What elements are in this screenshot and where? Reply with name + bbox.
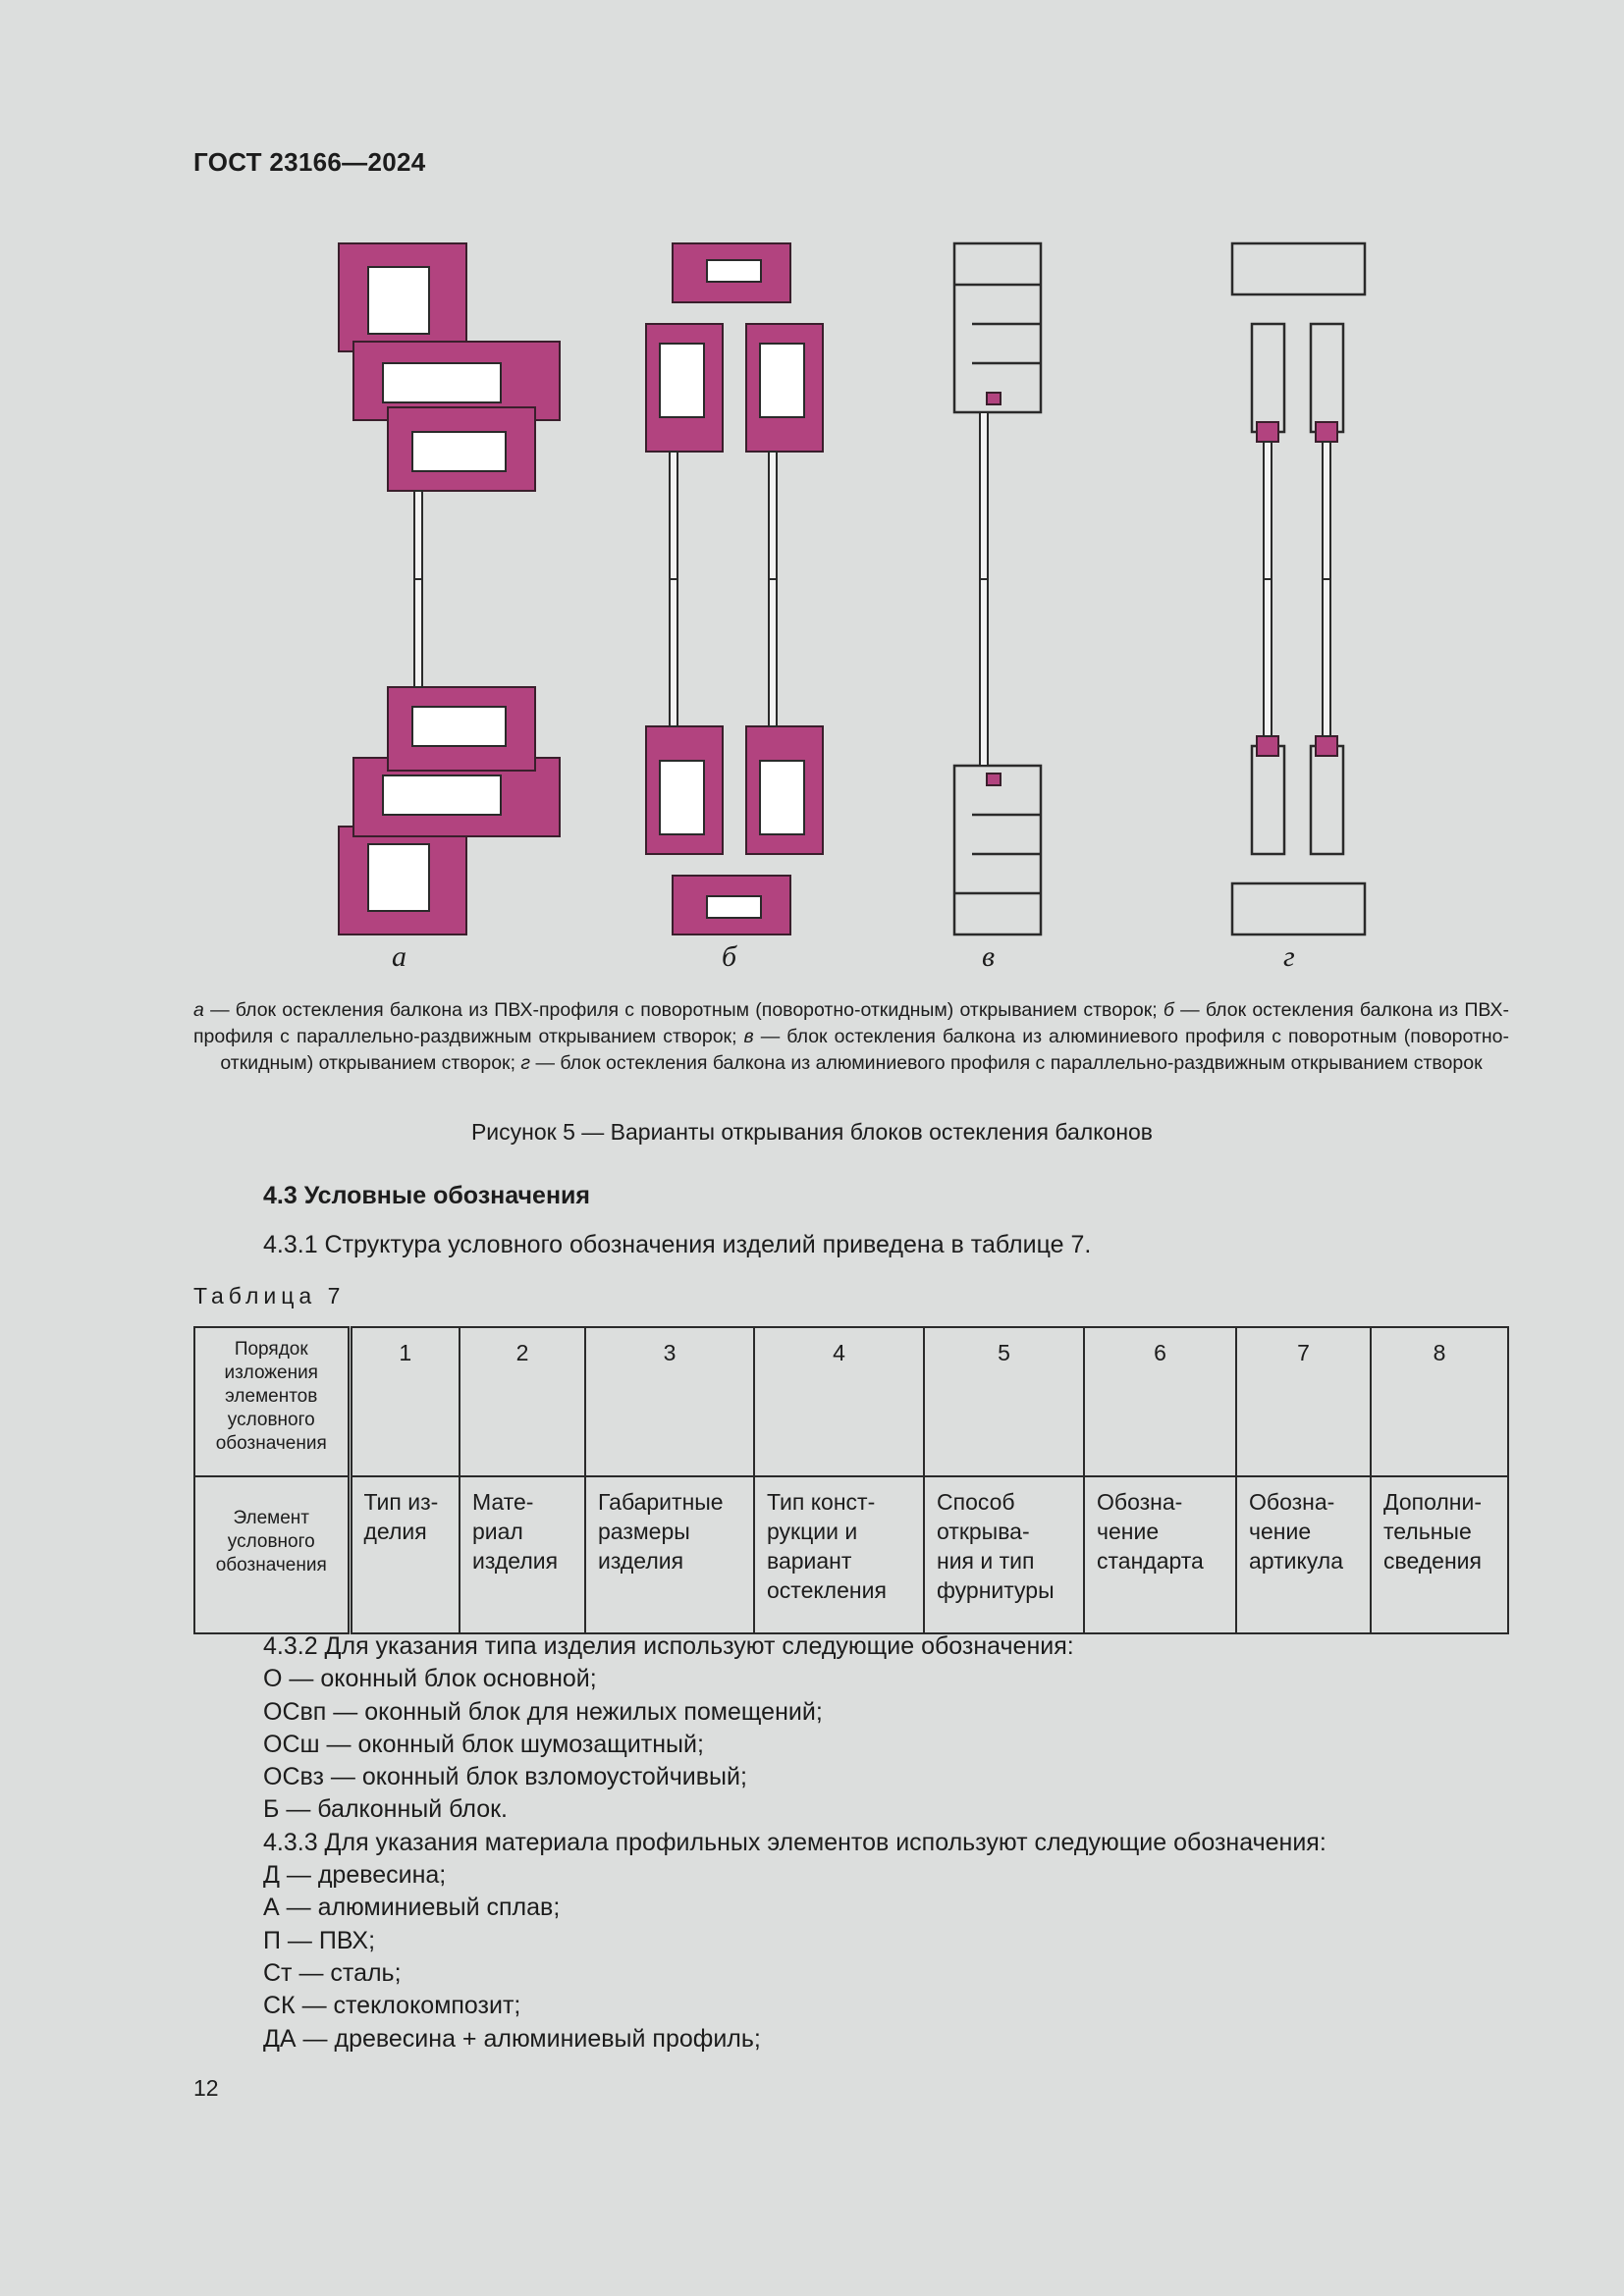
- list-item: Ст — сталь;: [263, 1958, 402, 1987]
- table-7: [193, 1326, 1509, 1634]
- table-cell-number: 8: [1371, 1327, 1508, 1476]
- caption-letter-a: а: [193, 999, 204, 1021]
- figure-label-b: б: [722, 940, 737, 973]
- table-cell-number: 3: [585, 1327, 754, 1476]
- table-cell-number: 5: [924, 1327, 1084, 1476]
- table-cell-element: Тип конст- рукции и вариант остекления: [754, 1476, 924, 1633]
- list-item: ОСвз — оконный блок взломоустойчивый;: [263, 1763, 747, 1791]
- page-number: 12: [193, 2075, 219, 2101]
- para-4-3-3: 4.3.3 Для указания материала профильных элементов используют следующие обозначения:: [263, 1828, 1326, 1856]
- drawing-b: [646, 243, 823, 934]
- list-item: ДА — древесина + алюминиевый профиль;: [263, 2024, 761, 2053]
- document-header: ГОСТ 23166—2024: [193, 147, 426, 177]
- table-cell-number: 7: [1236, 1327, 1371, 1476]
- caption-text-b: — блок остекления балкона из ПВХ-профиля с параллельно-раздвижным открыванием створок;: [193, 999, 1509, 1047]
- figure-caption: [193, 997, 1509, 1077]
- table-cell-number: 4: [754, 1327, 924, 1476]
- table-cell-number: 6: [1084, 1327, 1236, 1476]
- table-cell-element: Тип из- делия: [350, 1476, 460, 1633]
- row-head-element: Элемент условного обозначения: [194, 1476, 350, 1633]
- caption-letter-g: г: [520, 1052, 531, 1074]
- drawing-g: [1232, 243, 1365, 934]
- table-cell-element: Габаритные размеры изделия: [585, 1476, 754, 1633]
- figure-title: Рисунок 5 — Варианты открывания блоков остекления балконов: [470, 1119, 1154, 1145]
- section-title: 4.3 Условные обозначения: [263, 1182, 591, 1209]
- table-row-elements: [194, 1476, 1508, 1633]
- table-cell-element: Обозна- чение стандарта: [1084, 1476, 1236, 1633]
- list-item: ОСш — оконный блок шумозащитный;: [263, 1730, 704, 1758]
- table-label: Таблица 7: [193, 1283, 346, 1308]
- list-item: О — оконный блок основной;: [263, 1665, 597, 1693]
- table-cell-element: Мате- риал изделия: [460, 1476, 585, 1633]
- list-item: П — ПВХ;: [263, 1926, 376, 1954]
- table-cell-number: 1: [350, 1327, 460, 1476]
- table-cell-element: Способ открыва- ния и тип фурнитуры: [924, 1476, 1084, 1633]
- caption-text-a: — блок остекления балкона из ПВХ-профиля с поворотным (поворотно-откидным) открыванием створок;: [203, 999, 1164, 1021]
- drawing-a: [339, 243, 560, 934]
- figure-5-drawings: [295, 226, 1434, 952]
- section-paragraph: 4.3.1 Структура условного обозначения изделий приведена в таблице 7.: [263, 1231, 1092, 1258]
- caption-letter-b: б: [1163, 999, 1174, 1021]
- caption-text-v: — блок остекления балкона из алюминиевого профиля с поворотным (поворотно-откидным) открыванием створок;: [220, 1026, 1509, 1074]
- table-cell-element: Обозна- чение артикула: [1236, 1476, 1371, 1633]
- para-4-3-2: 4.3.2 Для указания типа изделия используют следующие обозначения:: [263, 1632, 1074, 1660]
- figure-label-v: в: [982, 940, 996, 973]
- caption-text-g: — блок остекления балкона из алюминиевого профиля с параллельно-раздвижным открыванием створок: [530, 1052, 1483, 1074]
- drawing-v: [954, 243, 1041, 934]
- body-text: [263, 1630, 1326, 2056]
- caption-letter-v: в: [743, 1026, 754, 1047]
- table-cell-number: 2: [460, 1327, 585, 1476]
- figure-label-a: а: [392, 940, 406, 973]
- list-item: Д — древесина;: [263, 1861, 447, 1890]
- table-row-order: [194, 1327, 1508, 1476]
- row-head-order: Порядок изложения элементов условного обозначения: [194, 1327, 350, 1476]
- table-cell-element: Дополни- тельные сведения: [1371, 1476, 1508, 1633]
- list-item: ОСвп — оконный блок для нежилых помещений;: [263, 1697, 823, 1726]
- list-item: Б — балконный блок.: [263, 1795, 508, 1824]
- figure-label-g: г: [1283, 940, 1295, 973]
- list-item: А — алюминиевый сплав;: [263, 1894, 561, 1922]
- list-item: СК — стеклокомпозит;: [263, 1992, 521, 2020]
